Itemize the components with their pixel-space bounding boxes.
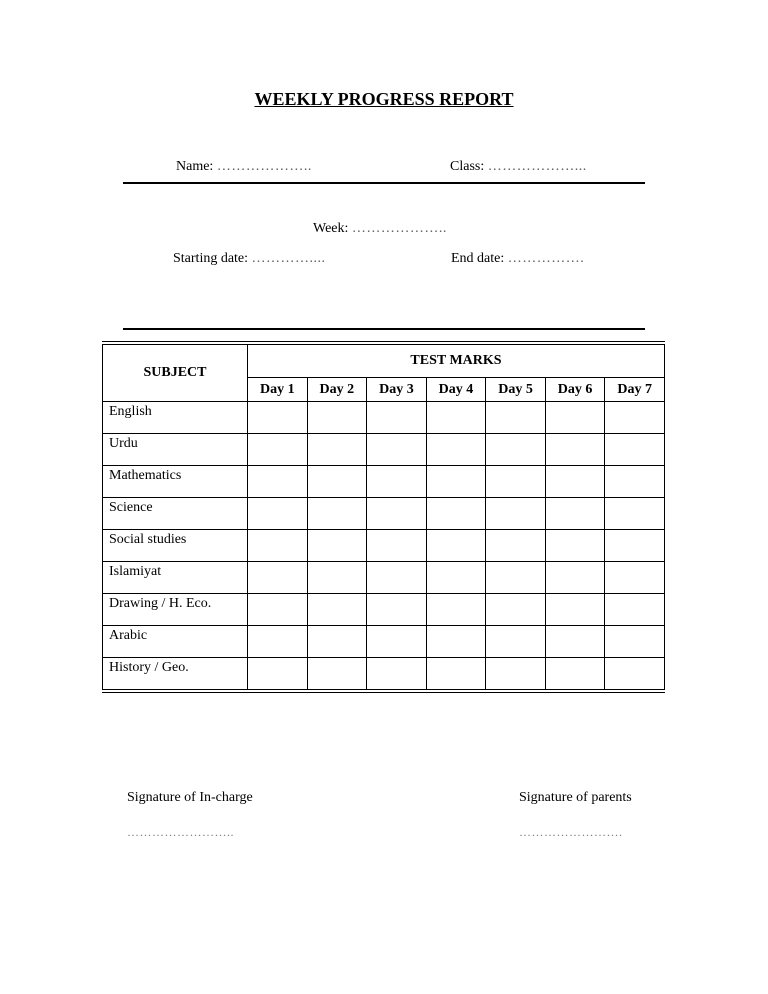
starting-date-field [173,251,326,267]
mark-cell[interactable] [545,498,605,530]
mark-cell[interactable] [426,530,486,562]
mark-cell[interactable] [545,626,605,658]
mark-cell[interactable] [545,658,605,692]
mark-cell[interactable] [248,594,308,626]
mark-cell[interactable] [307,562,367,594]
mark-cell[interactable] [367,658,427,692]
mark-cell[interactable] [605,658,665,692]
mark-cell[interactable] [248,498,308,530]
parents-signature-line: ……………………. [519,825,623,839]
mark-cell[interactable] [367,562,427,594]
mark-cell[interactable] [248,434,308,466]
table-row [103,626,665,658]
table-row [103,402,665,434]
mark-cell[interactable] [367,530,427,562]
day-header-5: Day 5 [486,378,546,402]
mark-cell[interactable] [486,626,546,658]
day-header-7: Day 7 [605,378,665,402]
week-field [313,221,447,237]
end-date-label: End date: [451,251,505,266]
name-field [176,159,312,175]
mark-cell[interactable] [605,402,665,434]
incharge-signature-label: Signature of In-charge [127,790,253,805]
mark-cell[interactable] [486,562,546,594]
day-header-2: Day 2 [307,378,367,402]
mark-cell[interactable] [426,402,486,434]
mark-cell[interactable] [367,466,427,498]
mark-cell[interactable] [426,466,486,498]
mark-cell[interactable] [605,626,665,658]
table-row [103,434,665,466]
mark-cell[interactable] [248,626,308,658]
table-row [103,530,665,562]
subject-name: Urdu [103,434,248,466]
mark-cell[interactable] [605,594,665,626]
incharge-signature-line: …………………….. [127,825,234,839]
mark-cell[interactable] [545,594,605,626]
starting-date-value: ………….... [251,251,326,266]
mark-cell[interactable] [367,498,427,530]
table-row [103,658,665,692]
mark-cell[interactable] [307,594,367,626]
subject-name: Mathematics [103,466,248,498]
mark-cell[interactable] [605,466,665,498]
subject-name: Drawing / H. Eco. [103,594,248,626]
subject-name: History / Geo. [103,658,248,692]
mark-cell[interactable] [605,530,665,562]
mark-cell[interactable] [307,626,367,658]
mark-cell[interactable] [605,434,665,466]
mark-cell[interactable] [426,626,486,658]
subject-name: English [103,402,248,434]
mark-cell[interactable] [486,434,546,466]
mark-cell[interactable] [248,530,308,562]
mark-cell[interactable] [307,402,367,434]
mark-cell[interactable] [307,658,367,692]
end-date-value: ……………. [507,251,585,266]
subject-name: Social studies [103,530,248,562]
header-rule [123,182,645,184]
mark-cell[interactable] [248,402,308,434]
section-rule [123,328,645,330]
mark-cell[interactable] [426,434,486,466]
mark-cell[interactable] [545,562,605,594]
class-value: ………………... [487,159,587,174]
mark-cell[interactable] [367,434,427,466]
mark-cell[interactable] [486,402,546,434]
mark-cell[interactable] [486,530,546,562]
mark-cell[interactable] [426,498,486,530]
mark-cell[interactable] [367,402,427,434]
starting-date-label: Starting date: [173,251,249,266]
test-marks-header: TEST MARKS [248,343,665,378]
mark-cell[interactable] [248,466,308,498]
table-row [103,562,665,594]
mark-cell[interactable] [486,498,546,530]
report-title: WEEKLY PROGRESS REPORT [254,89,514,109]
mark-cell[interactable] [307,498,367,530]
subject-rows [103,402,665,692]
mark-cell[interactable] [248,658,308,692]
mark-cell[interactable] [248,562,308,594]
parents-signature-label: Signature of parents [519,790,632,805]
mark-cell[interactable] [545,530,605,562]
mark-cell[interactable] [367,626,427,658]
subject-name: Science [103,498,248,530]
name-value: ……………….. [216,159,312,174]
mark-cell[interactable] [426,594,486,626]
mark-cell[interactable] [545,402,605,434]
mark-cell[interactable] [426,658,486,692]
week-label: Week: [313,221,349,236]
mark-cell[interactable] [486,466,546,498]
mark-cell[interactable] [545,434,605,466]
mark-cell[interactable] [605,562,665,594]
test-marks-table [102,341,665,693]
day-header-1: Day 1 [248,378,308,402]
mark-cell[interactable] [307,434,367,466]
class-label: Class: [450,159,485,174]
subject-name: Arabic [103,626,248,658]
subject-header: SUBJECT [103,343,248,402]
table-row [103,498,665,530]
name-label: Name: [176,159,214,174]
mark-cell[interactable] [486,594,546,626]
table-row [103,466,665,498]
class-field [450,159,587,175]
mark-cell[interactable] [426,562,486,594]
mark-cell[interactable] [605,498,665,530]
mark-cell[interactable] [307,466,367,498]
week-value: ……………….. [351,221,447,236]
end-date-field [451,251,584,267]
mark-cell[interactable] [367,594,427,626]
mark-cell[interactable] [307,530,367,562]
day-header-3: Day 3 [367,378,427,402]
mark-cell[interactable] [486,658,546,692]
day-header-4: Day 4 [426,378,486,402]
day-header-6: Day 6 [545,378,605,402]
subject-name: Islamiyat [103,562,248,594]
mark-cell[interactable] [545,466,605,498]
table-row [103,594,665,626]
